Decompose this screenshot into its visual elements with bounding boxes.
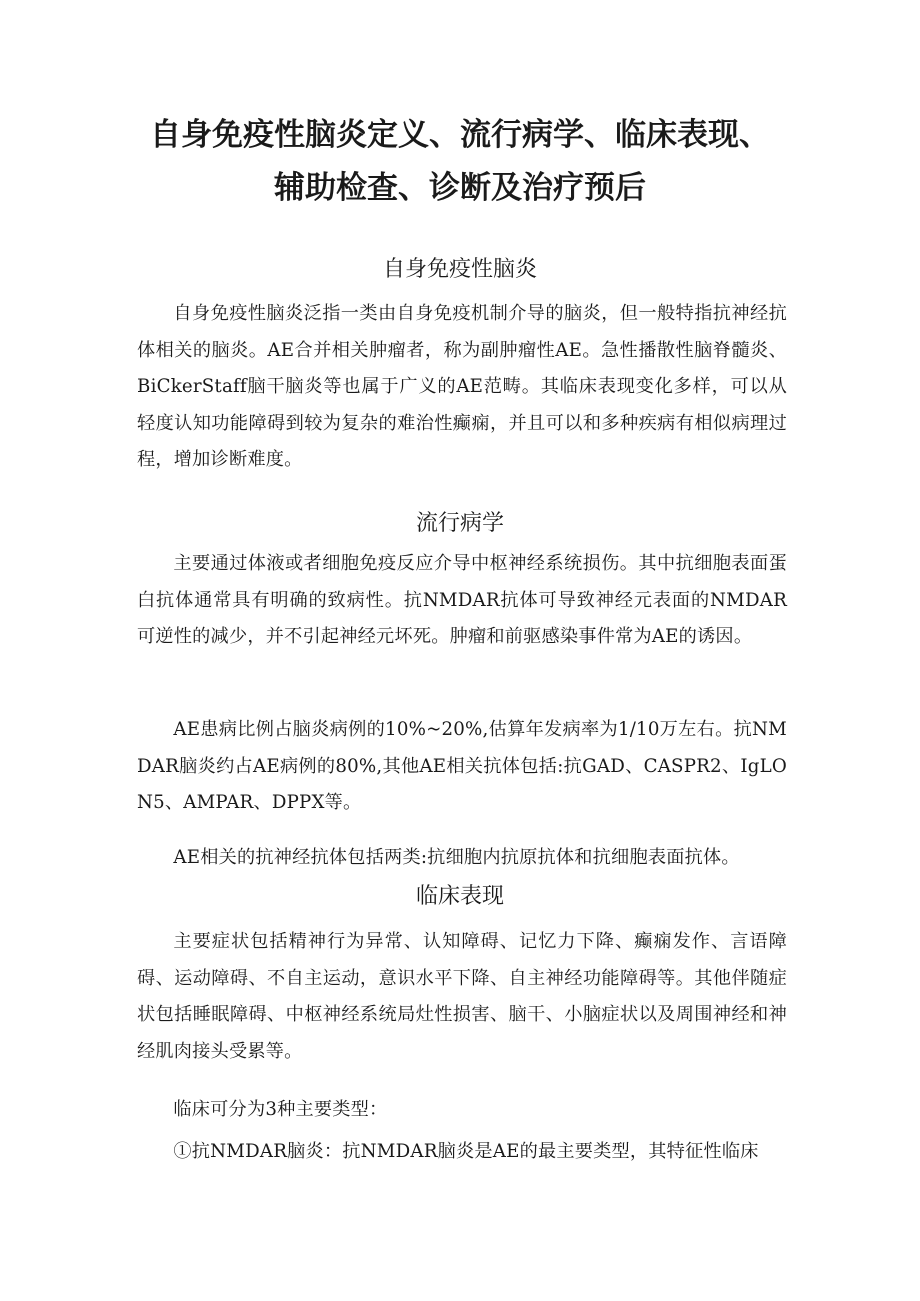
section-heading-clinical-manifestations: 临床表现 (415, 884, 504, 909)
document-title-line-1: 自身免疫性脑炎定义、流行病学、临床表现、 (150, 117, 770, 153)
paragraph-pathogenesis: 主要通过体液或者细胞免疫反应介导中枢神经系统损伤。其中抗细胞表面蛋白抗体通常具有明确的致病性。抗NMDAR抗体可导致神经元表面的NMDAR可逆性的减少，并不引起神经元坏死。肿瘤和前驱感染事件常为AE的诱因。 (137, 553, 787, 647)
paragraph-definition: 自身免疫性脑炎泛指一类由自身免疫机制介导的脑炎，但一般特指抗神经抗体相关的脑炎。AE合并相关肿瘤者，称为副肿瘤性AE。急性播散性脑脊髓炎、BiCkerStaff脑干脑炎等也属于广义的AE范畴。其临床表现变化多样，可以从轻度认知功能障碍到较为复杂的难治性癫痫，并且可以和多种疾病有相似病理过程，增加诊断难度。 (137, 303, 787, 470)
paragraph-antibody-types: AE相关的抗神经抗体包括两类:抗细胞内抗原抗体和抗细胞表面抗体。 (173, 847, 740, 868)
section-heading-epidemiology: 流行病学 (415, 511, 504, 536)
paragraph-incidence: AE患病比例占脑炎病例的10%~20%,估算年发病率为1/10万左右。抗NMDAR脑炎约占AE病例的80%,其他AE相关抗体包括:抗GAD、CASPR2、IgLON5、AMPAR、DPPX等。 (137, 719, 787, 813)
paragraph-anti-nmdar-encephalitis: ①抗NMDAR脑炎：抗NMDAR脑炎是AE的最主要类型，其特征性临床 (173, 1141, 759, 1162)
paragraph-main-symptoms: 主要症状包括精神行为异常、认知障碍、记忆力下降、癫痫发作、言语障碍、运动障碍、不自主运动，意识水平下降、自主神经功能障碍等。其他伴随症状包括睡眠障碍、中枢神经系统局灶性损害、脑干、小脑症状以及周围神经和神经肌肉接头受累等。 (137, 931, 787, 1062)
paragraph-clinical-types-intro: 临床可分为3种主要类型： (173, 1099, 388, 1120)
section-heading-autoimmune-encephalitis: 自身免疫性脑炎 (382, 257, 537, 282)
document-title-line-2: 辅助检查、诊断及治疗预后 (274, 170, 646, 206)
